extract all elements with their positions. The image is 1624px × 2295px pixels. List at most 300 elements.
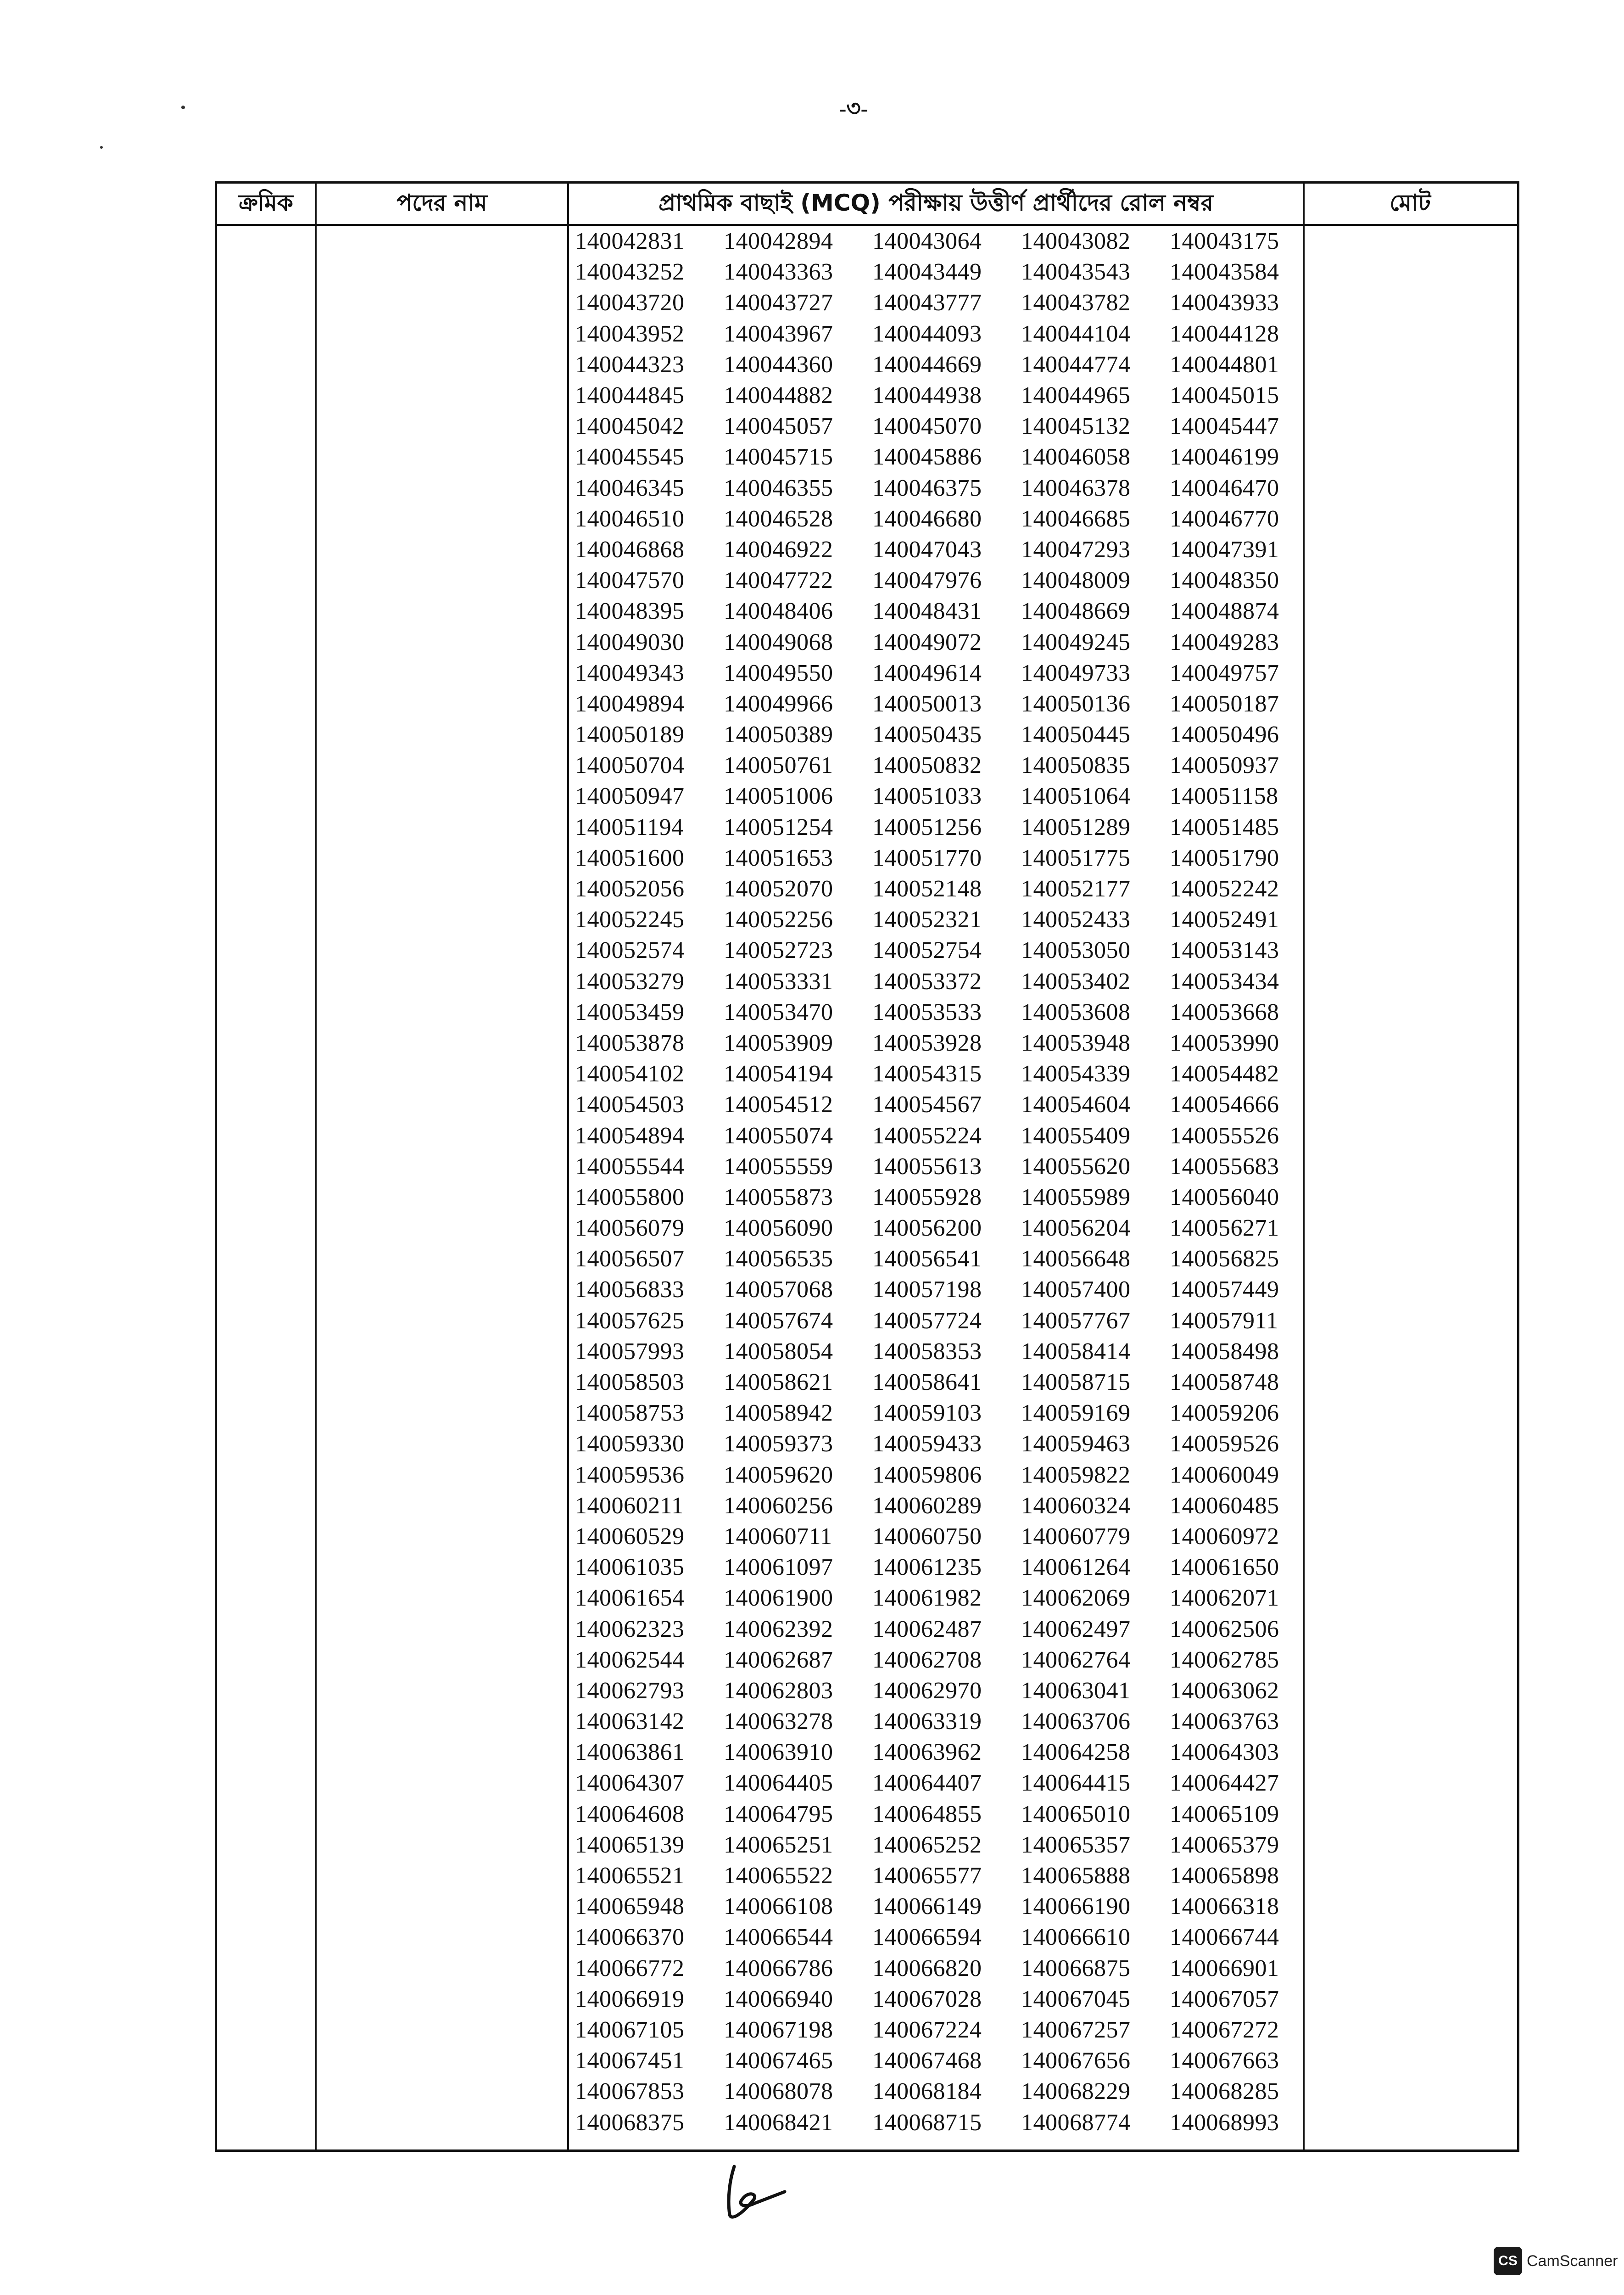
roll-row — [569, 226, 1313, 257]
roll-number: 140049550 — [724, 660, 833, 686]
roll-number: 140056204 — [1021, 1215, 1131, 1242]
roll-number: 140050947 — [575, 783, 685, 810]
roll-number: 140058715 — [1021, 1369, 1131, 1396]
roll-number: 140044104 — [1021, 320, 1131, 347]
roll-number: 140068993 — [1170, 2109, 1279, 2136]
roll-row — [569, 997, 1313, 1028]
roll-number: 140062506 — [1170, 1616, 1279, 1642]
roll-number: 140057724 — [872, 1307, 982, 1334]
roll-number: 140067057 — [1170, 1986, 1279, 2012]
roll-number: 140056271 — [1170, 1215, 1279, 1242]
roll-number: 140052491 — [1170, 907, 1279, 933]
roll-number: 140054194 — [724, 1061, 833, 1087]
roll-number: 140052070 — [724, 876, 833, 902]
roll-number: 140047976 — [872, 567, 982, 594]
roll-number: 140050189 — [575, 722, 685, 748]
roll-number: 140048431 — [872, 598, 982, 625]
roll-number: 140052321 — [872, 907, 982, 933]
roll-number: 140060485 — [1170, 1492, 1279, 1519]
roll-number: 140065139 — [575, 1831, 685, 1858]
roll-number: 140051064 — [1021, 783, 1131, 810]
roll-number: 140055620 — [1021, 1153, 1131, 1180]
roll-number: 140065109 — [1170, 1801, 1279, 1827]
roll-number: 140058054 — [724, 1338, 833, 1365]
header-serial: ক্রমিক — [239, 189, 293, 216]
roll-number: 140056090 — [724, 1215, 833, 1242]
roll-number: 140068774 — [1021, 2109, 1131, 2136]
roll-row — [569, 1830, 1313, 1860]
roll-number: 140057400 — [1021, 1276, 1131, 1303]
roll-number: 140063062 — [1170, 1677, 1279, 1704]
roll-number: 140056648 — [1021, 1246, 1131, 1272]
roll-number: 140050445 — [1021, 722, 1131, 748]
roll-number: 140045057 — [724, 413, 833, 440]
roll-number: 140068184 — [872, 2078, 982, 2105]
roll-number: 140043175 — [1170, 228, 1279, 255]
roll-number: 140043782 — [1021, 290, 1131, 316]
roll-number: 140043543 — [1021, 259, 1131, 285]
roll-number: 140060711 — [724, 1523, 832, 1550]
roll-number: 140054315 — [872, 1061, 982, 1087]
scan-speck — [181, 106, 185, 109]
roll-number: 140064608 — [575, 1801, 685, 1827]
roll-number: 140053990 — [1170, 1030, 1279, 1056]
roll-number-table — [215, 181, 1519, 2152]
roll-row — [569, 750, 1313, 781]
roll-number: 140048874 — [1170, 598, 1279, 625]
roll-number: 140054567 — [872, 1092, 982, 1118]
roll-number: 140068375 — [575, 2109, 685, 2136]
roll-number: 140054503 — [575, 1092, 685, 1118]
camscanner-logo-icon: CS — [1494, 2247, 1522, 2275]
header-total: মোট — [1390, 189, 1431, 216]
roll-number: 140055800 — [575, 1184, 685, 1210]
roll-number: 140064795 — [724, 1801, 833, 1827]
roll-number: 140065357 — [1021, 1831, 1131, 1858]
roll-number: 140046868 — [575, 536, 685, 563]
roll-number: 140066190 — [1021, 1893, 1131, 1920]
roll-row — [569, 1984, 1313, 2015]
roll-number: 140043727 — [724, 290, 833, 316]
roll-number: 140059373 — [724, 1431, 833, 1457]
roll-number: 140060529 — [575, 1523, 685, 1550]
roll-number: 140062687 — [724, 1646, 833, 1673]
roll-number: 140045132 — [1021, 413, 1131, 440]
roll-number: 140059822 — [1021, 1461, 1131, 1488]
roll-number: 140052242 — [1170, 876, 1279, 902]
header-post-name: পদের নাম — [396, 189, 487, 216]
roll-row — [569, 596, 1313, 627]
roll-number: 140062764 — [1021, 1646, 1131, 1673]
roll-number: 140063041 — [1021, 1677, 1131, 1704]
roll-number: 140051033 — [872, 783, 982, 810]
roll-number: 140049343 — [575, 660, 685, 686]
roll-row — [569, 1274, 1313, 1305]
roll-number: 140066318 — [1170, 1893, 1279, 1920]
roll-row — [569, 1860, 1313, 1891]
roll-number: 140052433 — [1021, 907, 1131, 933]
roll-number: 140066370 — [575, 1924, 685, 1951]
roll-number: 140052723 — [724, 937, 833, 964]
roll-number: 140054894 — [575, 1122, 685, 1149]
roll-number: 140055224 — [872, 1122, 982, 1149]
roll-number: 140055989 — [1021, 1184, 1131, 1210]
roll-number: 140053470 — [724, 999, 833, 1025]
roll-number: 140044093 — [872, 320, 982, 347]
roll-number: 140055544 — [575, 1153, 685, 1180]
roll-number: 140066820 — [872, 1955, 982, 1982]
roll-number: 140058498 — [1170, 1338, 1279, 1365]
roll-number: 140048669 — [1021, 598, 1131, 625]
roll-number: 140044323 — [575, 351, 685, 378]
roll-number: 140066594 — [872, 1924, 982, 1951]
roll-number: 140051770 — [872, 845, 982, 871]
roll-number: 140061235 — [872, 1554, 982, 1581]
roll-number: 140050496 — [1170, 722, 1279, 748]
roll-number: 140056833 — [575, 1276, 685, 1303]
roll-number: 140068421 — [724, 2109, 833, 2136]
roll-row — [569, 534, 1313, 565]
roll-number: 140054512 — [724, 1092, 833, 1118]
roll-number: 140049068 — [724, 629, 833, 655]
roll-number: 140054102 — [575, 1061, 685, 1087]
roll-row — [569, 1120, 1313, 1151]
roll-number: 140051158 — [1170, 783, 1278, 810]
roll-number: 140066610 — [1021, 1924, 1131, 1951]
roll-number: 140050835 — [1021, 752, 1131, 779]
roll-number: 140049614 — [872, 660, 982, 686]
roll-number: 140059103 — [872, 1400, 982, 1427]
roll-number: 140051790 — [1170, 845, 1279, 871]
roll-number: 140067272 — [1170, 2016, 1279, 2043]
roll-number: 140056040 — [1170, 1184, 1279, 1210]
roll-number: 140051254 — [724, 814, 833, 840]
roll-number: 140067853 — [575, 2078, 685, 2105]
roll-number: 140067451 — [575, 2048, 685, 2074]
roll-number: 140064407 — [872, 1770, 982, 1797]
roll-number: 140044669 — [872, 351, 982, 378]
roll-number: 140055928 — [872, 1184, 982, 1210]
roll-number: 140066544 — [724, 1924, 833, 1951]
roll-number: 140057449 — [1170, 1276, 1279, 1303]
roll-row — [569, 1953, 1313, 1984]
roll-number: 140056535 — [724, 1246, 833, 1272]
roll-number: 140068078 — [724, 2078, 833, 2105]
roll-number: 140049283 — [1170, 629, 1279, 655]
roll-number: 140051775 — [1021, 845, 1131, 871]
roll-number: 140053402 — [1021, 968, 1131, 995]
roll-number: 140062071 — [1170, 1585, 1279, 1612]
roll-number: 140054482 — [1170, 1061, 1279, 1087]
roll-number: 140059620 — [724, 1461, 833, 1488]
roll-number: 140058641 — [872, 1369, 982, 1396]
roll-number: 140055526 — [1170, 1122, 1279, 1149]
roll-number: 140053928 — [872, 1030, 982, 1056]
roll-row — [569, 1613, 1313, 1644]
roll-row — [569, 719, 1313, 750]
roll-row — [569, 319, 1313, 349]
roll-number: 140063910 — [724, 1739, 833, 1766]
roll-number: 140056541 — [872, 1246, 982, 1272]
roll-number: 140053878 — [575, 1030, 685, 1056]
roll-row — [569, 1460, 1313, 1490]
roll-number: 140061097 — [724, 1554, 833, 1581]
roll-number: 140046770 — [1170, 505, 1279, 532]
roll-row — [569, 1243, 1313, 1274]
roll-number: 140059463 — [1021, 1431, 1131, 1457]
roll-number: 140045545 — [575, 444, 685, 470]
roll-number: 140065898 — [1170, 1863, 1279, 1889]
roll-number: 140065888 — [1021, 1863, 1131, 1889]
roll-number: 140066772 — [575, 1955, 685, 1982]
roll-number: 140066875 — [1021, 1955, 1131, 1982]
roll-number: 140049966 — [724, 690, 833, 717]
roll-row — [569, 812, 1313, 843]
roll-number: 140065252 — [872, 1831, 982, 1858]
roll-row — [569, 1490, 1313, 1521]
roll-number: 140043449 — [872, 259, 982, 285]
roll-number: 140050013 — [872, 690, 982, 717]
roll-row — [569, 2045, 1313, 2076]
roll-number: 140049072 — [872, 629, 982, 655]
roll-number: 140062323 — [575, 1616, 685, 1642]
roll-number: 140062544 — [575, 1646, 685, 1673]
roll-row — [569, 1089, 1313, 1120]
roll-row — [569, 1768, 1313, 1798]
roll-number: 140046510 — [575, 505, 685, 532]
roll-number: 140045015 — [1170, 382, 1279, 409]
roll-number: 140050187 — [1170, 690, 1279, 717]
roll-number: 140049894 — [575, 690, 685, 717]
roll-number: 140064258 — [1021, 1739, 1131, 1766]
roll-number: 140052256 — [724, 907, 833, 933]
roll-number: 140046470 — [1170, 475, 1279, 501]
roll-number: 140046528 — [724, 505, 833, 532]
roll-number: 140043777 — [872, 290, 982, 316]
roll-number: 140063706 — [1021, 1708, 1131, 1735]
roll-number: 140057674 — [724, 1307, 833, 1334]
roll-number: 140055683 — [1170, 1153, 1279, 1180]
roll-row — [569, 565, 1313, 596]
roll-number: 140048350 — [1170, 567, 1279, 594]
roll-row — [569, 442, 1313, 472]
roll-number: 140060779 — [1021, 1523, 1131, 1550]
roll-number: 140047570 — [575, 567, 685, 594]
roll-number: 140049245 — [1021, 629, 1131, 655]
roll-row — [569, 1428, 1313, 1459]
roll-number: 140046685 — [1021, 505, 1131, 532]
roll-number: 140059526 — [1170, 1431, 1279, 1457]
roll-number: 140049733 — [1021, 660, 1131, 686]
roll-number: 140043252 — [575, 259, 685, 285]
roll-number: 140063962 — [872, 1739, 982, 1766]
roll-row — [569, 1398, 1313, 1428]
camscanner-badge — [1494, 2247, 1618, 2275]
roll-number: 140059433 — [872, 1431, 982, 1457]
roll-number: 140062392 — [724, 1616, 833, 1642]
roll-number: 140061654 — [575, 1585, 685, 1612]
roll-number: 140051194 — [575, 814, 684, 840]
roll-number: 140052177 — [1021, 876, 1131, 902]
roll-row — [569, 935, 1313, 966]
roll-number: 140063142 — [575, 1708, 685, 1735]
roll-row — [569, 781, 1313, 812]
roll-number: 140044938 — [872, 382, 982, 409]
roll-number: 140046375 — [872, 475, 982, 501]
roll-number: 140055873 — [724, 1184, 833, 1210]
roll-number: 140051289 — [1021, 814, 1131, 840]
roll-number: 140065577 — [872, 1863, 982, 1889]
roll-number: 140062487 — [872, 1616, 982, 1642]
roll-number: 140065379 — [1170, 1831, 1279, 1858]
roll-number: 140053668 — [1170, 999, 1279, 1025]
roll-number: 140056825 — [1170, 1246, 1279, 1272]
roll-number: 140053434 — [1170, 968, 1279, 995]
roll-number: 140057911 — [1170, 1307, 1278, 1334]
roll-number: 140062497 — [1021, 1616, 1131, 1642]
roll-number: 140060289 — [872, 1492, 982, 1519]
roll-number: 140057993 — [575, 1338, 685, 1365]
roll-number: 140068715 — [872, 2109, 982, 2136]
roll-number: 140057198 — [872, 1276, 982, 1303]
roll-number: 140065522 — [724, 1863, 833, 1889]
roll-number: 140046345 — [575, 475, 685, 501]
roll-number: 140053533 — [872, 999, 982, 1025]
roll-row — [569, 966, 1313, 997]
roll-number: 140058753 — [575, 1400, 685, 1427]
roll-number: 140043967 — [724, 320, 833, 347]
roll-number: 140044882 — [724, 382, 833, 409]
roll-number: 140067656 — [1021, 2048, 1131, 2074]
roll-row — [569, 1552, 1313, 1583]
roll-number: 140059536 — [575, 1461, 685, 1488]
roll-number: 140056200 — [872, 1215, 982, 1242]
roll-number: 140049757 — [1170, 660, 1279, 686]
roll-number: 140067045 — [1021, 1986, 1131, 2012]
camscanner-label: CamScanner — [1527, 2252, 1618, 2270]
roll-number: 140044360 — [724, 351, 833, 378]
roll-number: 140046058 — [1021, 444, 1131, 470]
roll-number: 140059206 — [1170, 1400, 1279, 1427]
roll-row — [569, 1521, 1313, 1552]
roll-number: 140064427 — [1170, 1770, 1279, 1797]
roll-row — [569, 411, 1313, 442]
roll-number: 140062793 — [575, 1677, 685, 1704]
roll-number: 140067028 — [872, 1986, 982, 2012]
header-roll-numbers: প্রাথমিক বাছাই (MCQ) পরীক্ষায় উত্তীর্ণ প্রার্থীদের রোল নম্বর — [658, 189, 1214, 216]
roll-row — [569, 1645, 1313, 1675]
roll-number: 140056079 — [575, 1215, 685, 1242]
roll-number: 140044845 — [575, 382, 685, 409]
roll-number: 140053372 — [872, 968, 982, 995]
roll-number: 140062803 — [724, 1677, 833, 1704]
roll-number: 140045447 — [1170, 413, 1279, 440]
roll-number: 140048009 — [1021, 567, 1131, 594]
roll-number: 140067468 — [872, 2048, 982, 2074]
roll-row — [569, 1799, 1313, 1830]
roll-number: 140053050 — [1021, 937, 1131, 964]
roll-number: 140052245 — [575, 907, 685, 933]
roll-number: 140068285 — [1170, 2078, 1279, 2105]
roll-number: 140054604 — [1021, 1092, 1131, 1118]
roll-number: 140066901 — [1170, 1955, 1279, 1982]
roll-row — [569, 257, 1313, 287]
roll-number: 140043584 — [1170, 259, 1279, 285]
roll-number: 140053608 — [1021, 999, 1131, 1025]
roll-number: 140067224 — [872, 2016, 982, 2043]
roll-row — [569, 904, 1313, 935]
roll-number: 140064405 — [724, 1770, 833, 1797]
roll-number: 140044801 — [1170, 351, 1279, 378]
roll-number: 140057625 — [575, 1307, 685, 1334]
roll-number: 140057767 — [1021, 1307, 1131, 1334]
roll-number: 140064307 — [575, 1770, 685, 1797]
roll-number: 140047043 — [872, 536, 982, 563]
roll-row — [569, 349, 1313, 380]
roll-number: 140053459 — [575, 999, 685, 1025]
roll-number: 140053948 — [1021, 1030, 1131, 1056]
roll-number: 140046378 — [1021, 475, 1131, 501]
roll-number: 140067257 — [1021, 2016, 1131, 2043]
roll-number: 140044774 — [1021, 351, 1131, 378]
roll-number: 140043720 — [575, 290, 685, 316]
roll-row — [569, 287, 1313, 318]
roll-number: 140051653 — [724, 845, 833, 871]
roll-number: 140045042 — [575, 413, 685, 440]
roll-number: 140050832 — [872, 752, 982, 779]
roll-number: 140042894 — [724, 228, 833, 255]
roll-number: 140063278 — [724, 1708, 833, 1735]
roll-number: 140050761 — [724, 752, 833, 779]
roll-number: 140052574 — [575, 937, 685, 964]
roll-number: 140066108 — [724, 1893, 833, 1920]
roll-number: 140055559 — [724, 1153, 833, 1180]
roll-number: 140052056 — [575, 876, 685, 902]
roll-number: 140059169 — [1021, 1400, 1131, 1427]
roll-number: 140053143 — [1170, 937, 1279, 964]
roll-number: 140050136 — [1021, 690, 1131, 717]
roll-number: 140045070 — [872, 413, 982, 440]
roll-number: 140066149 — [872, 1893, 982, 1920]
roll-number: 140047293 — [1021, 536, 1131, 563]
roll-number: 140060256 — [724, 1492, 833, 1519]
roll-number: 140064855 — [872, 1801, 982, 1827]
roll-row — [569, 873, 1313, 904]
roll-number: 140057068 — [724, 1276, 833, 1303]
roll-number: 140047391 — [1170, 536, 1279, 563]
roll-number: 140046199 — [1170, 444, 1279, 470]
roll-number: 140061650 — [1170, 1554, 1279, 1581]
roll-number: 140061982 — [872, 1585, 982, 1612]
roll-number: 140067105 — [575, 2016, 685, 2043]
roll-number: 140066919 — [575, 1986, 685, 2012]
roll-number: 140062708 — [872, 1646, 982, 1673]
roll-number: 140064303 — [1170, 1739, 1279, 1766]
roll-number: 140054339 — [1021, 1061, 1131, 1087]
roll-row — [569, 473, 1313, 504]
roll-number: 140054666 — [1170, 1092, 1279, 1118]
roll-number: 140066744 — [1170, 1924, 1279, 1951]
roll-number: 140061035 — [575, 1554, 685, 1581]
roll-row — [569, 1922, 1313, 1953]
column-divider — [567, 184, 569, 2149]
roll-row — [569, 1058, 1313, 1089]
roll-number-list — [569, 226, 1313, 2138]
roll-number: 140060211 — [575, 1492, 684, 1519]
roll-row — [569, 843, 1313, 873]
roll-number: 140060750 — [872, 1523, 982, 1550]
roll-row — [569, 504, 1313, 534]
